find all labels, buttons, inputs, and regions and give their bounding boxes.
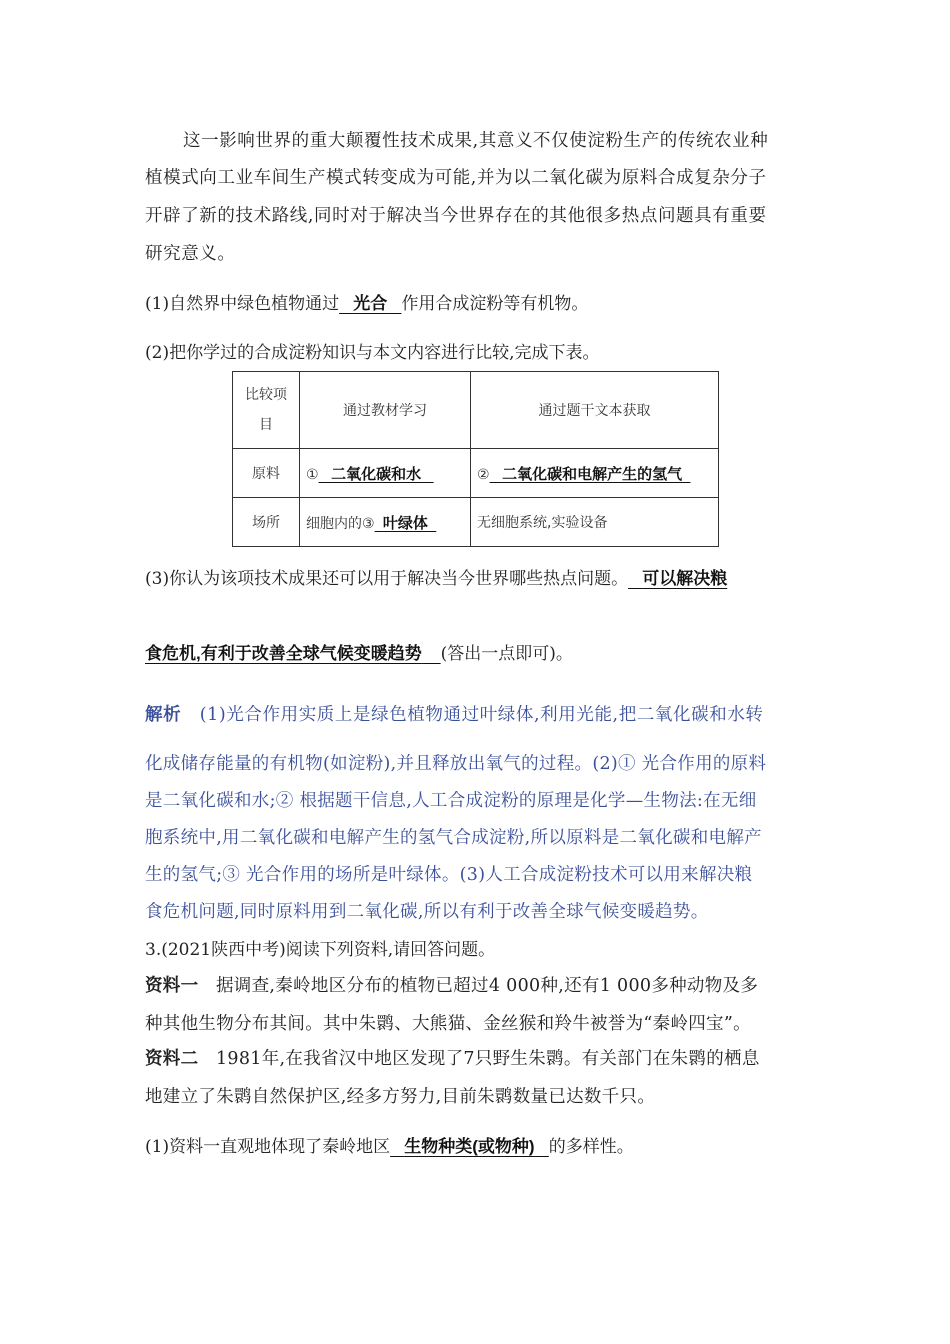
analysis-line-2: 化成储存能量的有机物(如淀粉),并且释放出氧气的过程。(2)① 光合作用的原料 [145,754,767,774]
question-2: (2)把你学过的合成淀粉知识与本文内容进行比较,完成下表。 [145,343,600,363]
header-text-source: 通过题干文本获取 [471,372,719,449]
comparison-table [232,371,719,547]
table-header-row [233,372,719,449]
question-3-line-1 [145,564,727,589]
problem-3-title: 3.(2021陕西中考)阅读下列资料,请回答问题。 [145,940,496,960]
header-item [233,372,300,449]
analysis-line-5: 生的氢气;③ 光合作用的场所是叶绿体。(3)人工合成淀粉技术可以用来解决粮 [145,865,753,885]
question-3-answer-part-1: 可以解决粮 [642,569,728,588]
material-2-text-1: 1981年,在我省汉中地区发现了7只野生朱鹮。有关部门在朱鹮的栖息 [216,1049,760,1069]
row-material-label: 原料 [233,449,300,498]
question-3-line-2 [145,639,573,664]
analysis-text-1: (1)光合作用实质上是绿色植物通过叶绿体,利用光能,把二氧化碳和水转 [199,705,764,725]
material-1-line-1 [145,972,758,997]
header-item-line-1: 比较项 [245,387,287,403]
row-place-textbook: 细胞内的③ 叶绿体 [300,498,471,547]
analysis-line-6: 食危机问题,同时原料用到二氧化碳,所以有利于改善全球气候变暖趋势。 [145,902,709,922]
question-1-answer: 光合 [353,294,388,313]
material-1-label: 资料一 [145,975,199,995]
analysis-line-4: 胞系统中,用二氧化碳和电解产生的氢气合成淀粉,所以原料是二氧化碳和电解产 [145,828,762,848]
question-1 [145,289,588,314]
question-3-prefix: (3)你认为该项技术成果还可以用于解决当今世界哪些热点问题。 [145,569,629,589]
row-place-label: 场所 [233,498,300,547]
intro-line-3: 开辟了新的技术路线,同时对于解决当今世界存在的其他很多热点问题具有重要 [145,206,767,226]
analysis-label: 解析 [145,704,182,724]
row-material-textbook: ① 二氧化碳和水 [300,449,471,498]
question-3-suffix: (答出一点即可)。 [440,644,573,664]
intro-line-1: 这一影响世界的重大颠覆性技术成果,其意义不仅使淀粉生产的传统农业种 [183,131,769,151]
problem-3-q1-suffix: 的多样性。 [548,1137,634,1157]
analysis-line-3: 是二氧化碳和水;② 根据题干信息,人工合成淀粉的原理是化学—生物法:在无细 [145,791,757,811]
question-3-answer-part-2: 食危机,有利于改善全球气候变暖趋势 [145,644,422,663]
problem-3-q1-answer: 生物种类(或物种) [404,1137,535,1156]
row-place-source: 无细胞系统,实验设备 [471,498,719,547]
question-1-prefix: (1)自然界中绿色植物通过 [145,294,340,314]
problem-3-q1-prefix: (1)资料一直观地体现了秦岭地区 [145,1137,391,1157]
intro-line-4: 研究意义。 [145,244,236,264]
header-textbook: 通过教材学习 [300,372,471,449]
header-item-line-2: 目 [259,417,273,433]
material-2-line-2: 地建立了朱鹮自然保护区,经多方努力,目前朱鹮数量已达数千只。 [145,1087,656,1107]
table-row-material [233,449,719,498]
table-row-place [233,498,719,547]
material-2-line-1 [145,1045,760,1070]
analysis-line-1 [145,701,764,726]
material-2-label: 资料二 [145,1048,199,1068]
material-1-text-1: 据调查,秦岭地区分布的植物已超过4 000种,还有1 000多种动物及多 [216,976,759,996]
question-1-suffix: 作用合成淀粉等有机物。 [401,294,589,314]
material-1-line-2: 种其他生物分布其间。其中朱鹮、大熊猫、金丝猴和羚牛被誉为“秦岭四宝”。 [145,1014,751,1034]
problem-3-question-1 [145,1132,634,1157]
intro-line-2: 植模式向工业车间生产模式转变成为可能,并为以二氧化碳为原料合成复杂分子 [145,168,767,188]
row-material-source: ② 二氧化碳和电解产生的氢气 [471,449,719,498]
